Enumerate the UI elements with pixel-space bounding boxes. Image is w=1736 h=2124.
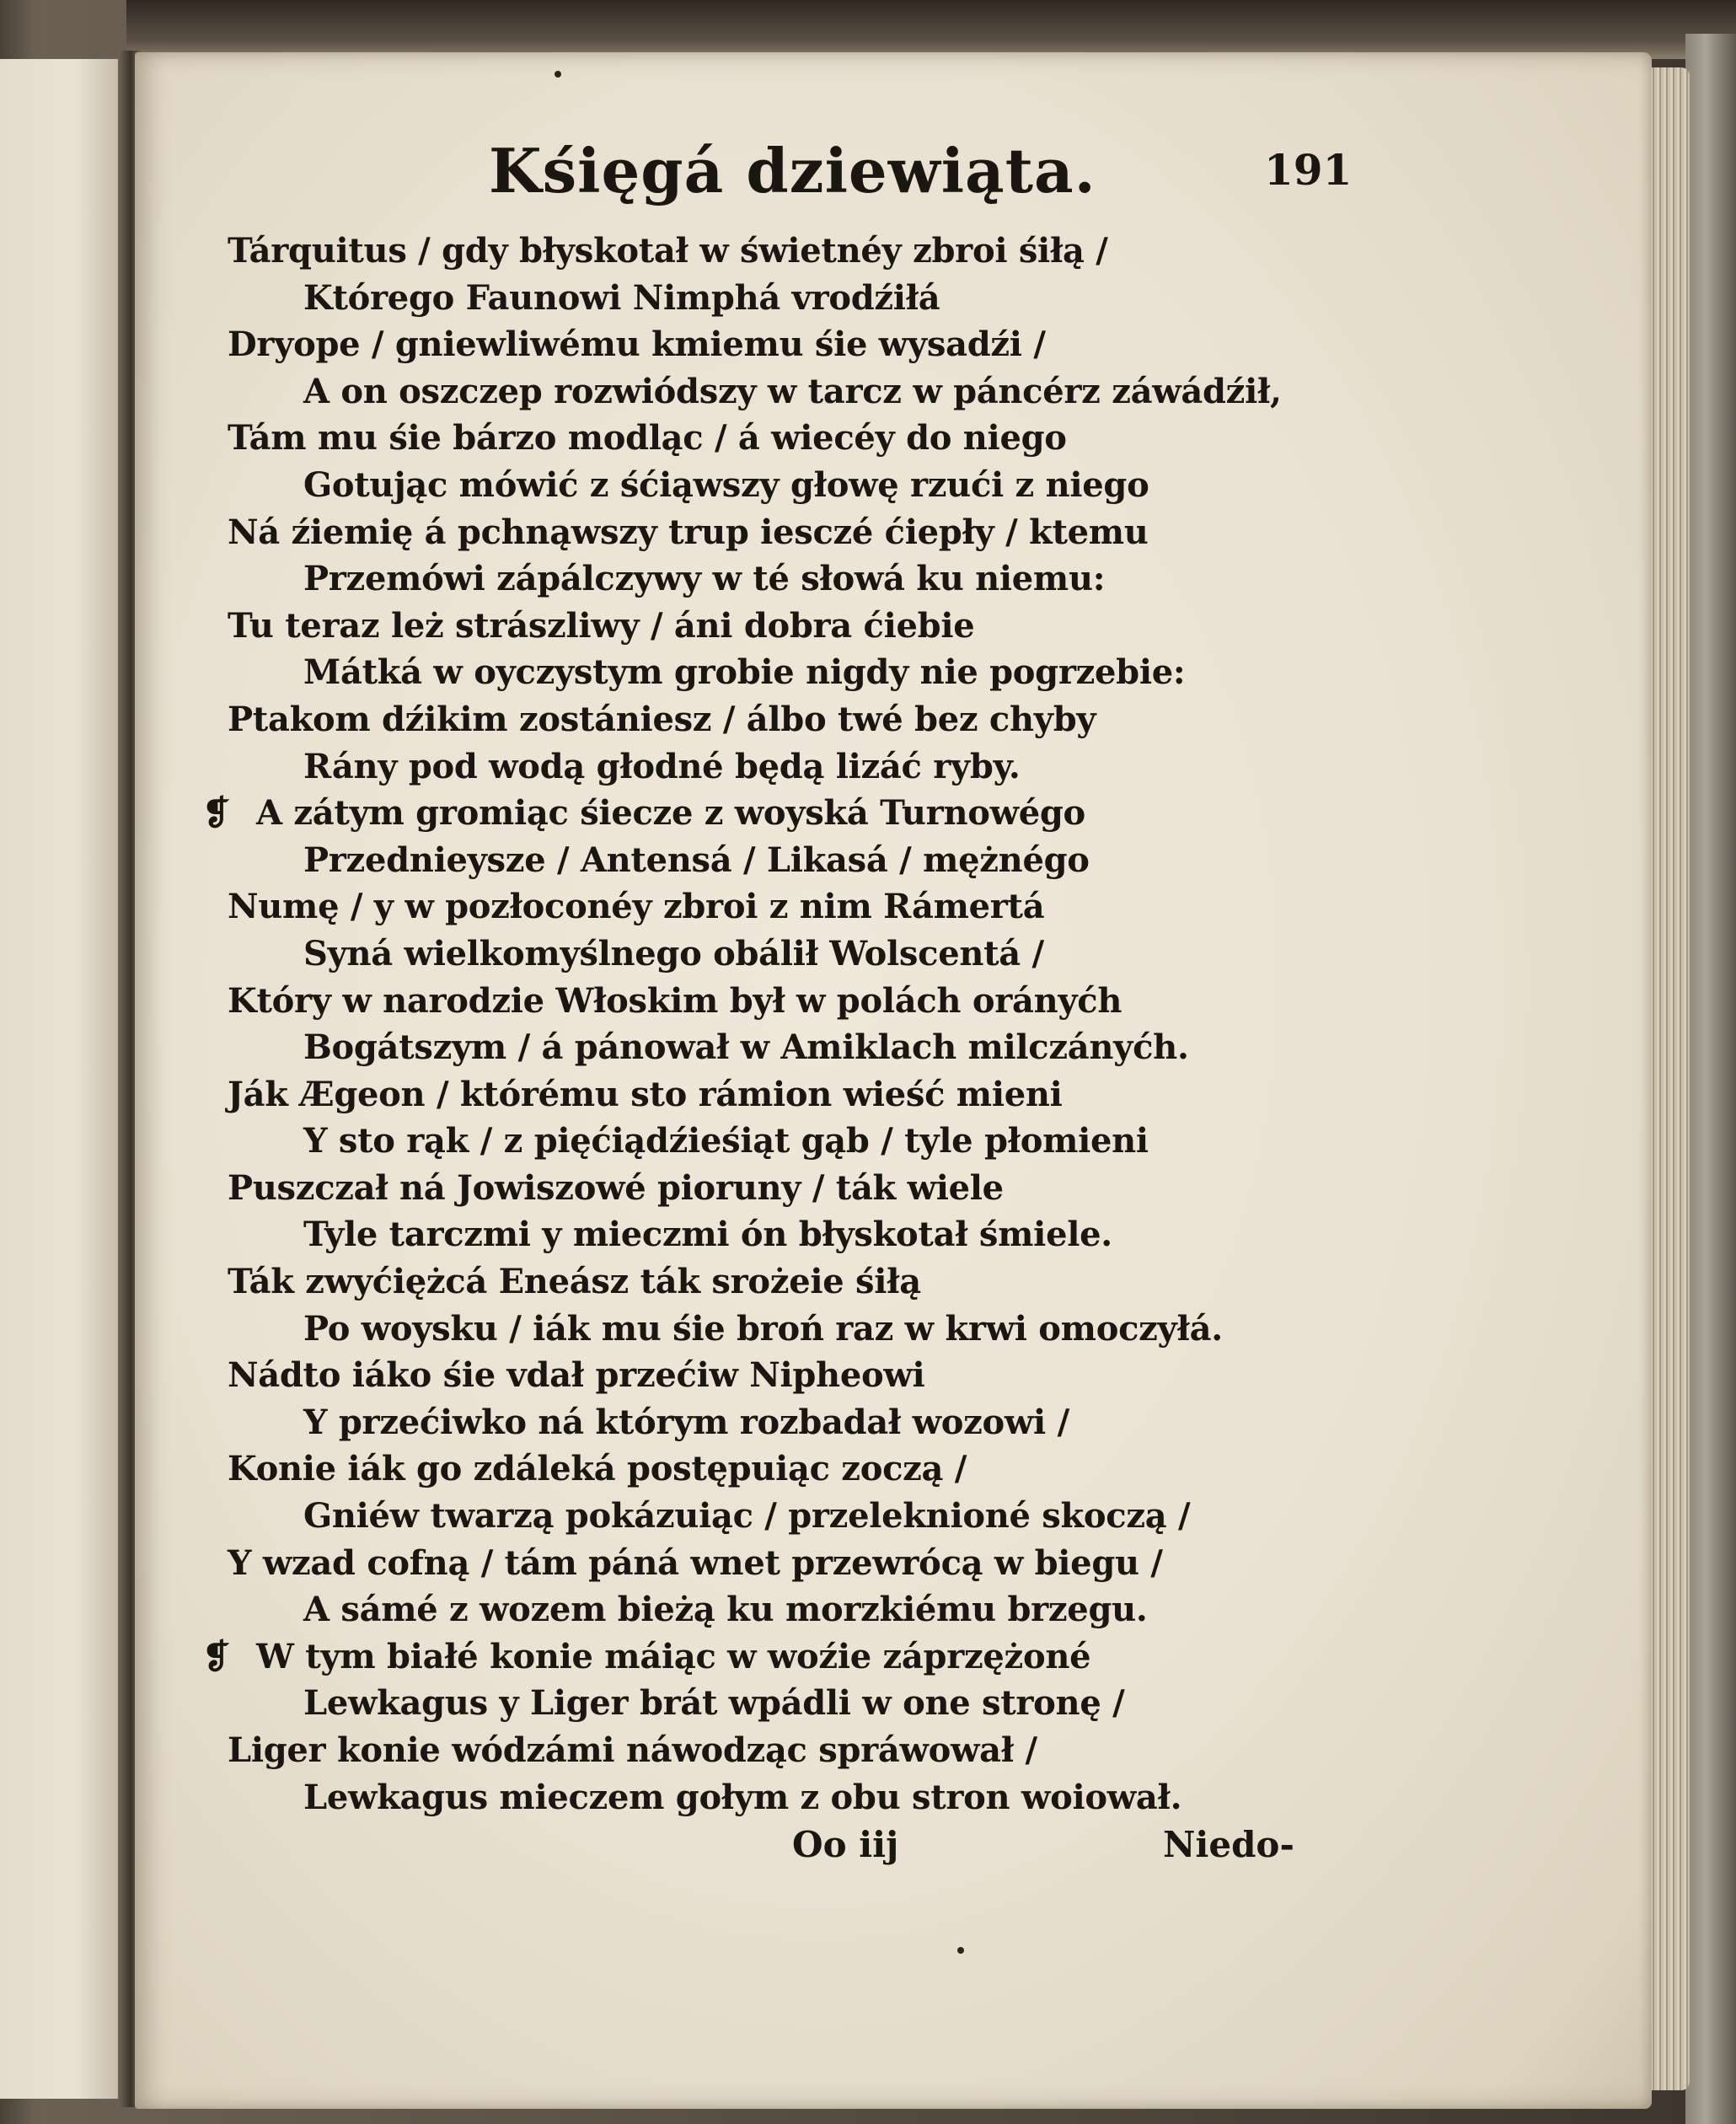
verse-line-text: Którego Faunowi Nimphá vrodźiłá [303,277,940,318]
ink-speck [957,1947,964,1954]
verse-line-text: Po woysku / iák mu śie broń raz w krwi omoczyłá. [303,1308,1223,1349]
verse-line-text: Y przećiwko ná którym rozbadał wozowi / [303,1402,1069,1442]
verse-line [228,1493,1390,1540]
verse-line-text: A sámé z wozem bieżą ku morzkiému brzegu. [303,1590,1148,1630]
verse-line-text: Tárquitus / gdy błyskotał w świetnéy zbroi śiłą / [228,231,1108,271]
verse-line-text: Tám mu śie bárzo modląc / á wiecéy do niego [228,418,1067,459]
verse-line [228,743,1390,791]
verse-line-text: Ják Ægeon / którému sto rámion wieść mieni [228,1074,1063,1114]
verse-line [228,603,1390,650]
verse-line-text: Gniéw twarzą pokázuiąc / przeleknioné skoczą / [303,1496,1191,1537]
verse-line-text: Y wzad cofną / tám páná wnet przewrócą w biegu / [228,1542,1163,1583]
verse-line [228,696,1390,743]
verse-line [228,1540,1390,1587]
verse-line-text: Bogátszym / á pánował w Amiklach milczányćh. [303,1027,1189,1068]
verse-line-text: Lewkagus mieczem gołym z obu stron woiował. [303,1777,1182,1817]
verse-line-text: Tu teraz leż strászliwy / áni dobra ćiebie [228,605,975,646]
verse-line [228,1071,1390,1118]
verse-line [228,1774,1390,1821]
verse-line-text: Ták zwyćiężcá Eneász ták srożeie śiłą [228,1262,921,1302]
verse-line-text: A on oszczep rozwiódszy w tarcz w páncérz záwádźił, [303,371,1282,411]
signature-mark: Oo iij [792,1824,899,1866]
pilcrow-icon: ❡ [202,793,231,834]
verse-line-text: Konie iák go zdáleká postępuiąc zoczą / [228,1449,967,1489]
verse-line [228,415,1390,462]
verse-line [228,883,1390,931]
verse-line-text: Tyle tarczmi y mieczmi ón błyskotał śmiele. [303,1215,1112,1255]
catchword: Niedo- [1163,1824,1294,1866]
ink-speck [555,71,561,78]
verse-line [228,931,1390,978]
cover-edge [1685,34,1736,2124]
verse-line-text: Nádto iáko śie vdał przećiw Nipheowi [228,1355,925,1396]
verse-line-text: Y sto rąk / z pięćiądźieśiąt gąb / tyle płomieni [303,1121,1149,1161]
verse-line [228,555,1390,603]
verse-line [228,1306,1390,1353]
verse-line-text: Który w narodzie Włoskim był w polách orányćh [228,980,1123,1021]
verse-line-text: Gotując mówić z śćiąwszy głowę rzući z niego [303,464,1149,505]
verse-text [202,228,1390,1821]
verse-line [228,1258,1390,1306]
verse-line-text: Przednieysze / Antensá / Likasá / mężnégo [303,839,1090,880]
verse-line [228,368,1390,416]
binding-top-edge [126,0,1736,59]
verse-line [228,228,1390,275]
verse-line [228,1118,1390,1165]
verse-line [228,649,1390,696]
verse-line [228,1727,1390,1774]
verse-line [202,790,1390,837]
verse-line-text: A zátym gromiąc śiecze z woyská Turnowégo [256,793,1085,834]
verse-line-text: Ná źiemię á pchnąwszy trup iesczé ćiepły / ktemu [228,512,1149,552]
verse-line [228,321,1390,368]
running-title: Kśięgá dziewiąta. [489,135,1096,206]
verse-line-text: Lewkagus y Liger brát wpádli w one stronę / [303,1683,1125,1724]
verse-line [228,1211,1390,1258]
verse-line [228,1024,1390,1071]
pilcrow-icon: ❡ [202,1636,231,1676]
folio-number: 191 [1264,145,1353,195]
facing-page-edge [0,59,126,2099]
verse-line [228,1352,1390,1399]
verse-line-text: W tym białé konie máiąc w woźie záprzężoné [256,1636,1091,1676]
verse-line [228,462,1390,509]
verse-line-text: Dryope / gniewliwému kmiemu śie wysadźi / [228,324,1046,365]
verse-line [202,1633,1390,1681]
verse-line-text: Mátká w oyczystym grobie nigdy nie pogrzebie: [303,652,1186,693]
verse-line [228,1165,1390,1212]
page-footer [228,1824,1390,1883]
text-block [202,135,1390,1883]
verse-line [228,1680,1390,1727]
verse-line [228,1586,1390,1633]
verse-line [228,1399,1390,1446]
verse-line-text: Rány pod wodą głodné będą lizáć ryby. [303,746,1021,786]
verse-line [228,978,1390,1025]
page-header [228,135,1390,228]
verse-line [228,275,1390,322]
verse-line-text: Przemówi zápálczywy w té słowá ku niemu: [303,559,1106,599]
verse-line-text: Liger konie wódzámi náwodząc spráwował / [228,1730,1037,1770]
verse-line-text: Ptakom dźikim zostániesz / álbo twé bez chyby [228,699,1096,739]
verse-line [228,509,1390,556]
verse-line [228,837,1390,884]
verse-line-text: Numę / y w pozłoconéy zbroi z nim Rámertá [228,887,1045,927]
verse-line-text: Puszczał ná Jowiszowé pioruny / ták wiele [228,1167,1004,1208]
verse-line-text: Syná wielkomyślnego obálił Wolscentá / [303,933,1044,974]
verse-line [228,1446,1390,1493]
